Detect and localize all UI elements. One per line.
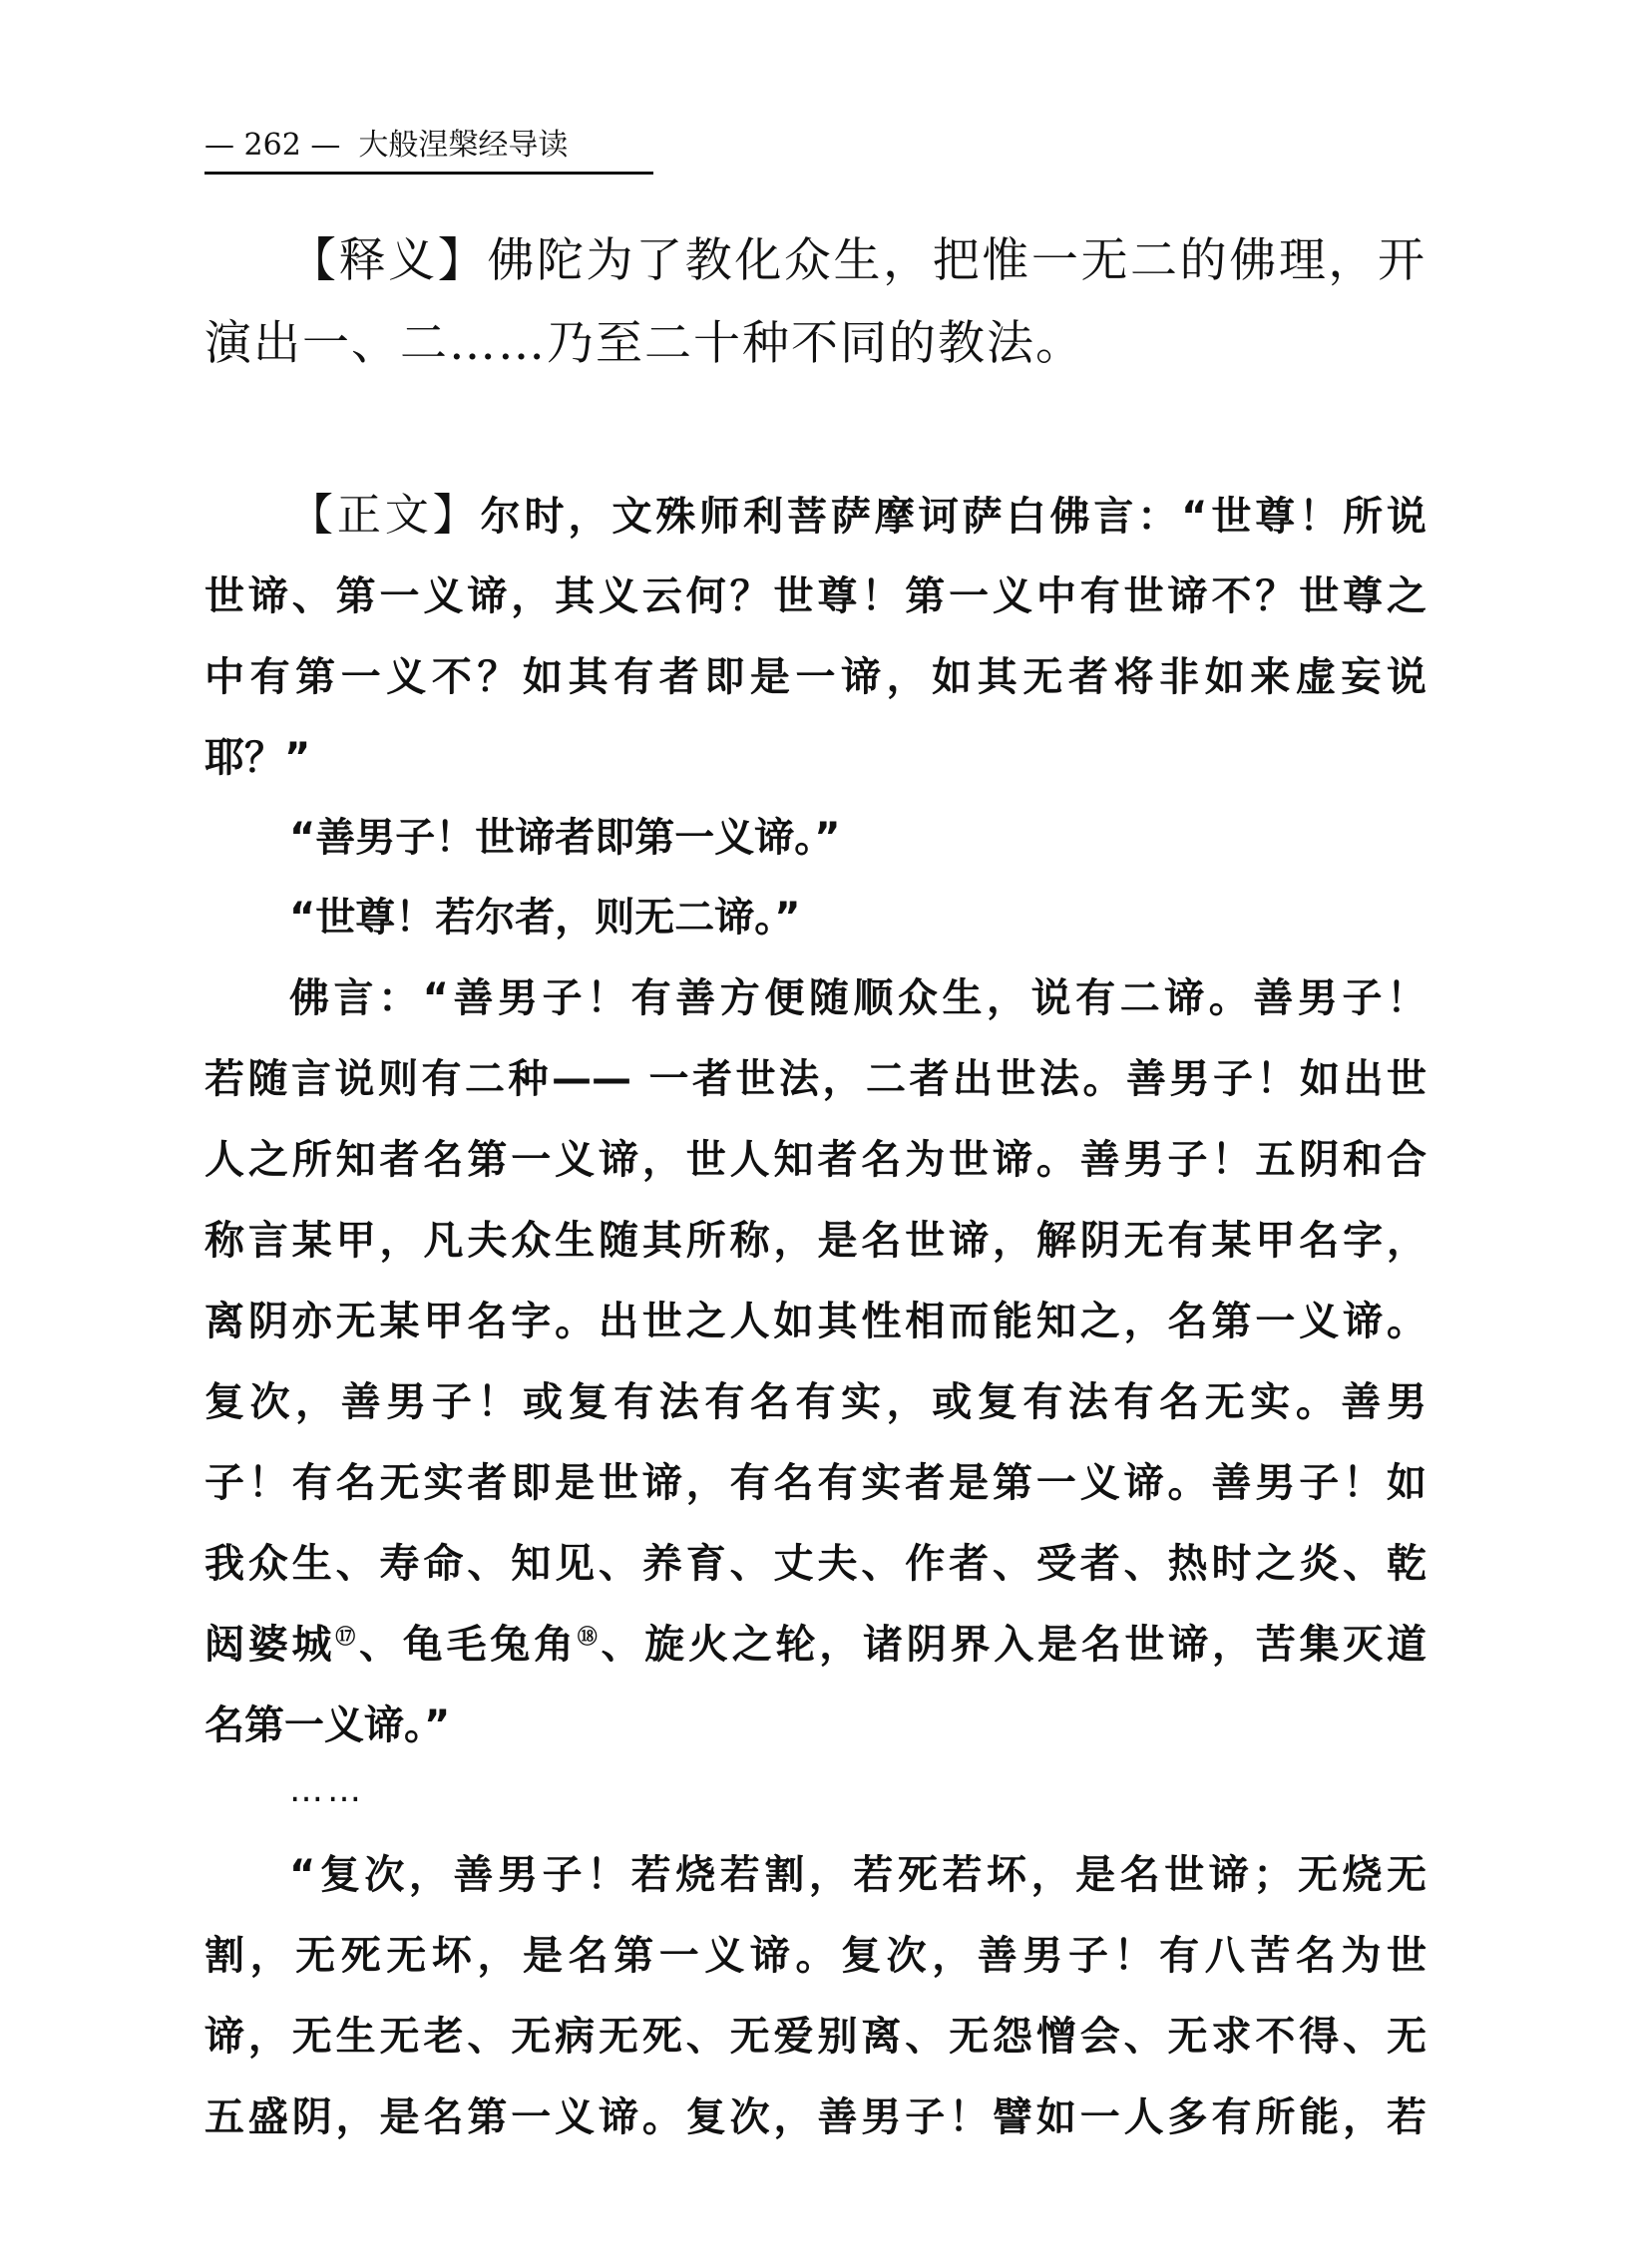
- footnote-marker-17: ⑰: [335, 1624, 359, 1649]
- main-text-line: 五盛阴，是名第一义谛。复次，善男子！譬如一人多有所能，若: [204, 2094, 1426, 2140]
- book-title: 大般涅槃经导读: [358, 128, 569, 163]
- main-text-line: 名第一义谛。”: [204, 1702, 451, 1748]
- main-text-body: 尔时，文殊师利菩萨摩诃萨白佛言：“世尊！所说: [480, 494, 1426, 540]
- main-text-line: 谛，无生无老、无病无死、无爱别离、无怨憎会、无求不得、无: [204, 2014, 1426, 2060]
- main-text-line: [204, 1605, 1426, 1685]
- main-text-line: 耶？”: [204, 735, 311, 781]
- running-header: [204, 120, 653, 175]
- main-text-line: 复次，善男子！或复有法有名有实，或复有法有名无实。善男: [204, 1379, 1426, 1425]
- main-text-line: 子！有名无实者即是世谛，有名有实者是第一义谛。善男子！如: [204, 1460, 1426, 1506]
- interpretation-line: [289, 221, 1426, 301]
- main-text-line: [289, 476, 1426, 556]
- interpretation-label: 【释义】: [289, 233, 488, 288]
- main-text-line: 人之所知者名第一义谛，世人知者名为世谛。善男子！五阴和合: [204, 1137, 1426, 1183]
- main-text-line: 佛言：“善男子！有善方便随顺众生，说有二谛。善男子！: [289, 975, 1426, 1021]
- text-span: 闼婆城: [204, 1622, 336, 1668]
- main-text-line: “善男子！世谛者即第一义谛。”: [289, 815, 841, 861]
- text-span: 、旋火之轮，诸阴界入是名世谛，苦集灭道: [601, 1622, 1426, 1668]
- footnote-marker-18: ⑱: [577, 1624, 602, 1649]
- main-text-line: 中有第一义不？如其有者即是一谛，如其无者将非如来虚妄说: [204, 654, 1426, 700]
- main-text-line: 割，无死无坏，是名第一义谛。复次，善男子！有八苦名为世: [204, 1933, 1426, 1979]
- main-text-line: 若随言说则有二种—— 一者世法，二者出世法。善男子！如出世: [204, 1056, 1426, 1102]
- main-text-line: 离阴亦无某甲名字。出世之人如其性相而能知之，名第一义谛。: [204, 1299, 1426, 1344]
- main-text-label: 【正文】: [289, 490, 481, 541]
- main-text-line: 称言某甲，凡夫众生随其所称，是名世谛，解阴无有某甲名字，: [204, 1218, 1426, 1264]
- text-span: 、龟毛兔角: [359, 1622, 578, 1668]
- ellipsis: ……: [289, 1770, 365, 1810]
- main-text-line: 我众生、寿命、知见、养育、丈夫、作者、受者、热时之炎、乾: [204, 1541, 1426, 1587]
- page-number: — 262 —: [204, 128, 341, 163]
- main-text-line: “世尊！若尔者，则无二谛。”: [289, 895, 801, 941]
- interpretation-text: 佛陀为了教化众生，把惟一无二的佛理，开: [487, 233, 1426, 288]
- main-text-line: “复次，善男子！若烧若割，若死若坏，是名世谛；无烧无: [289, 1852, 1426, 1898]
- interpretation-line: 演出一、二……乃至二十种不同的教法。: [204, 316, 1084, 371]
- main-text-line: 世谛、第一义谛，其义云何？世尊！第一义中有世谛不？世尊之: [204, 573, 1426, 619]
